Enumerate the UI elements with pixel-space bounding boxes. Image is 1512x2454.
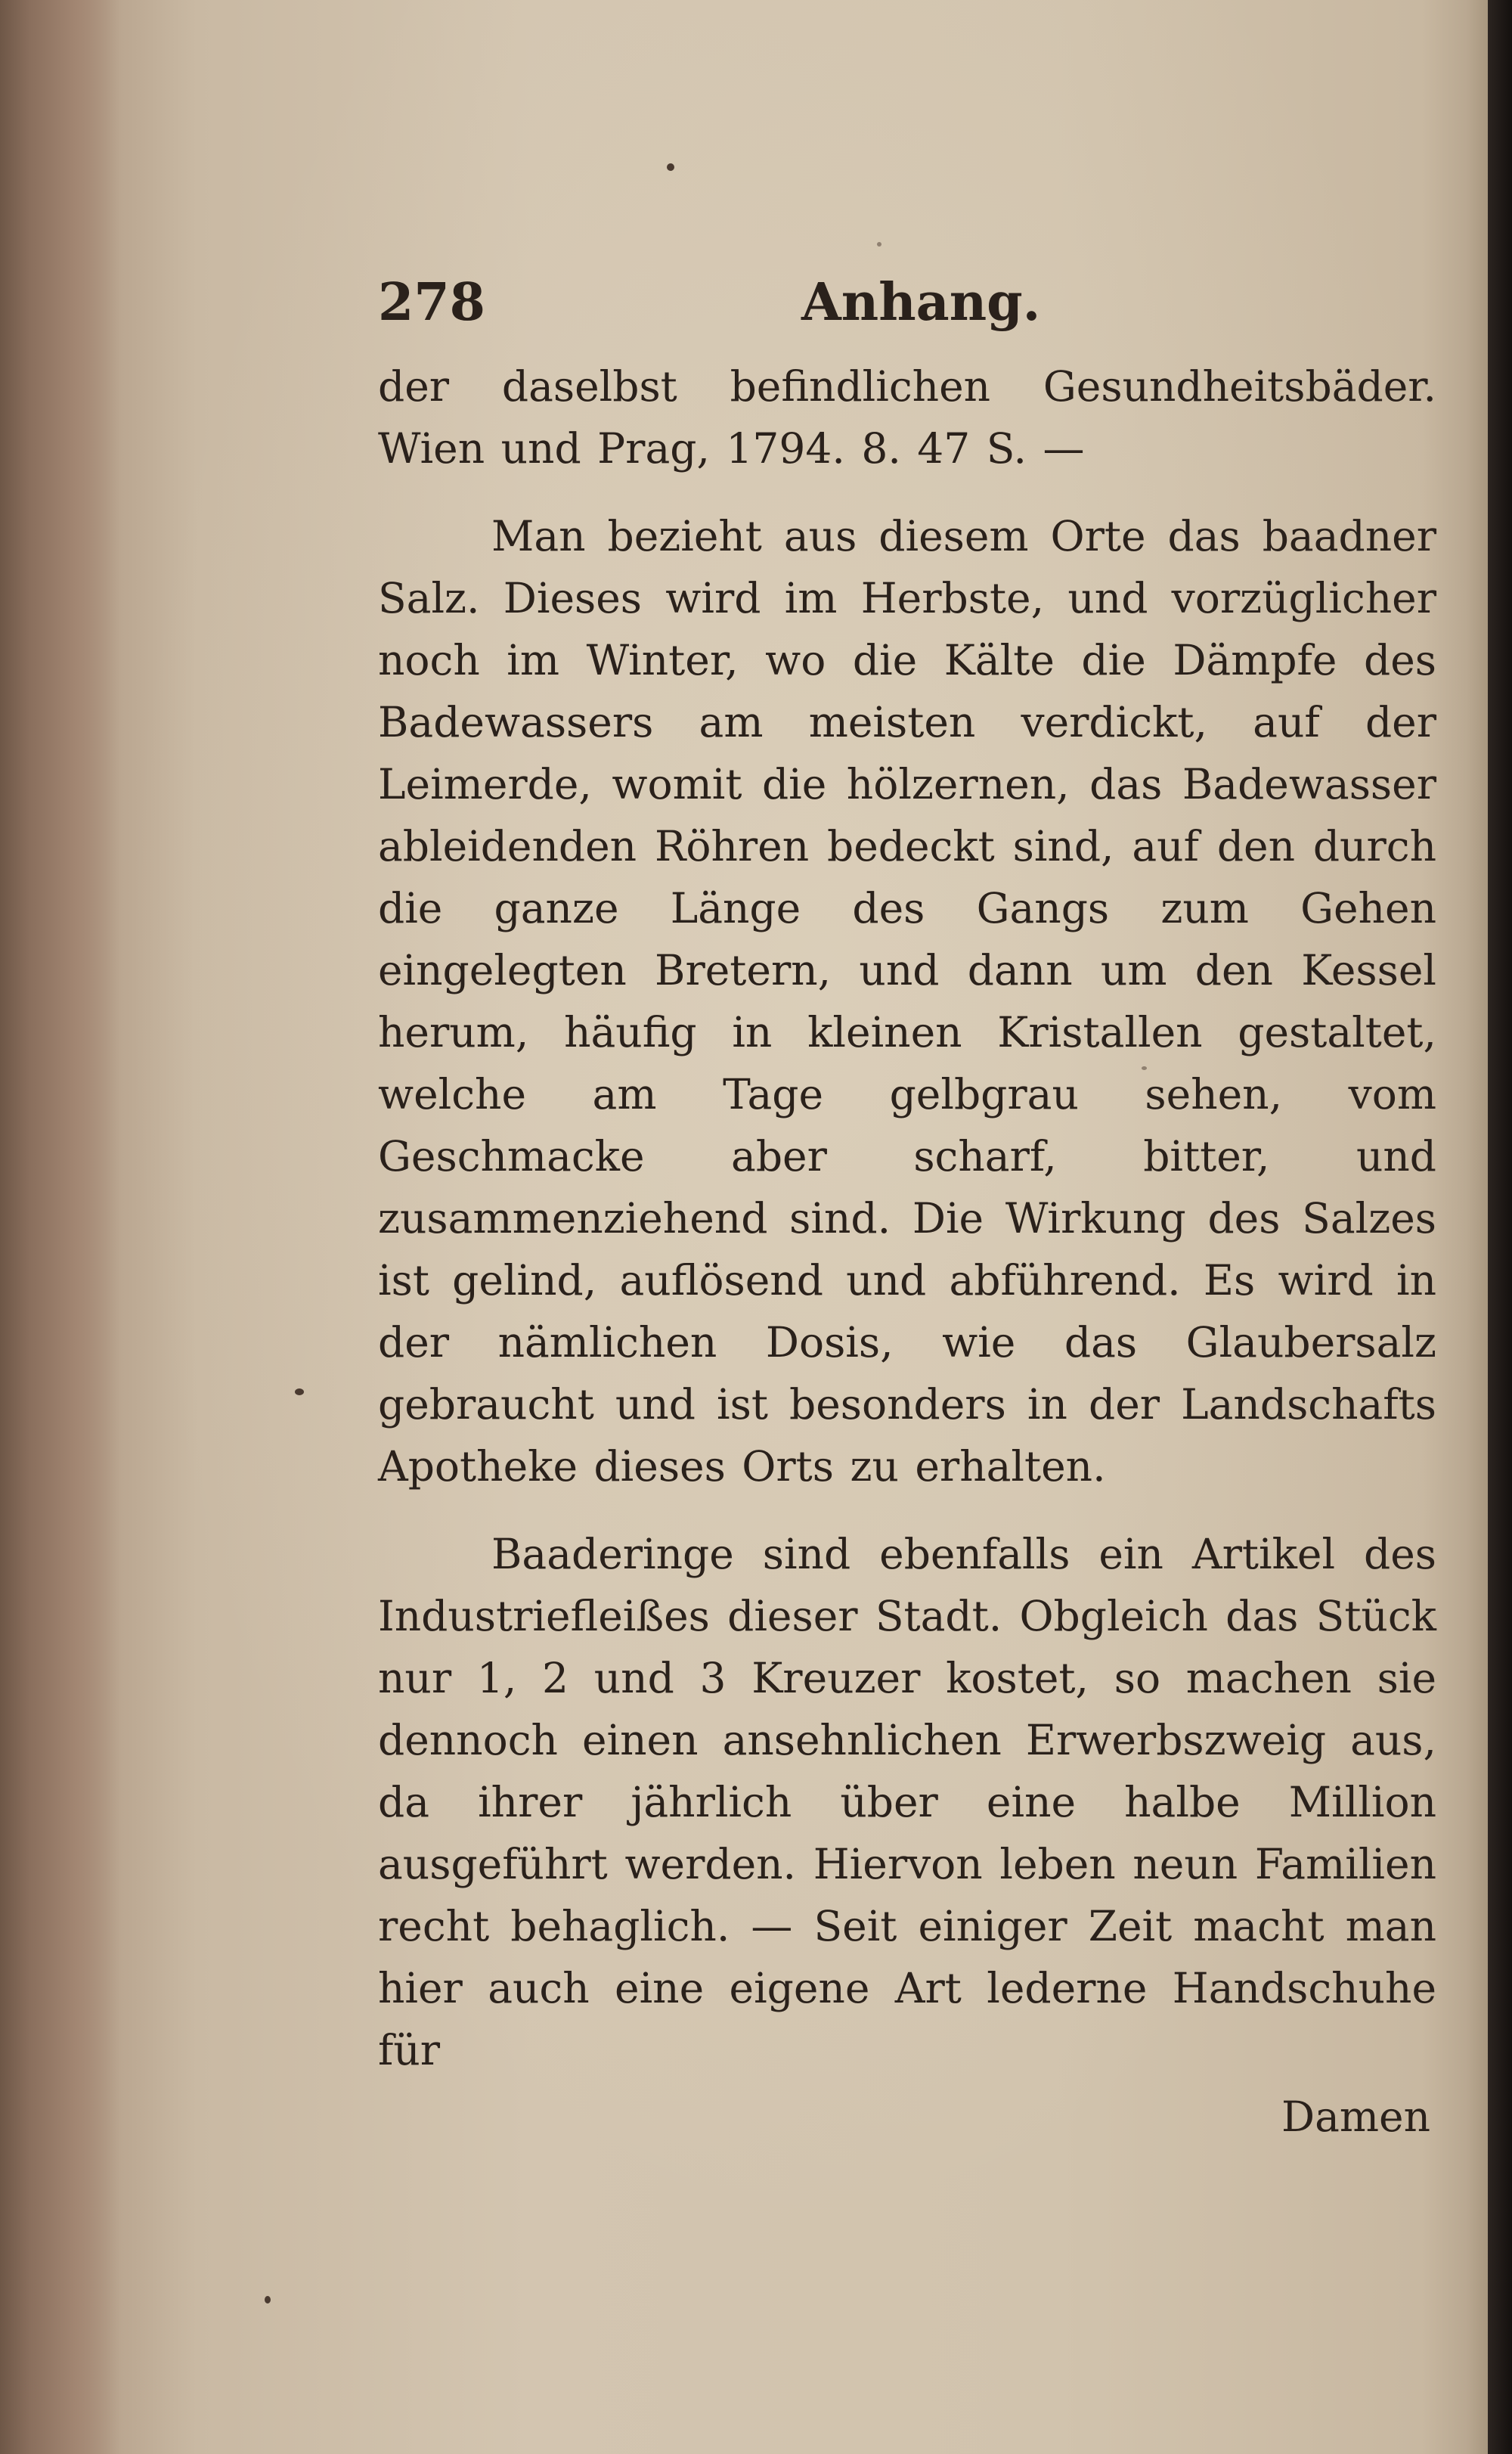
page-edge-shadow: [1488, 0, 1512, 2454]
binding-spine: [0, 0, 121, 2454]
page-number: 278: [378, 272, 485, 333]
text-block: [378, 272, 1436, 2148]
running-title: Anhang.: [801, 272, 1041, 333]
catchword: Damen: [1281, 2093, 1430, 2141]
ink-speck: [265, 2296, 271, 2304]
ink-speck: [877, 242, 881, 247]
ink-speck: [295, 1388, 304, 1395]
paragraph-baadner-salz: Man bezieht aus diesem Orte das baadner Salz. Dieses wird im Herbste, und vorzüglicher noch im Winter, wo die Kälte die Dämpfe des Badewassers am meisten verdickt, auf der Leimerde, womit die hölzernen, das Badewasser ableidenden Röhren bedeckt sind, auf den durch die ganze Länge des Gangs zum Gehen eingelegten Bretern, und dann um den Kessel herum, häufig in kleinen Kristallen gestaltet, welche am Tage gelbgrau sehen, vom Geschmacke aber scharf, bitter, und zusammenziehend sind. Die Wirkung des Salzes ist gelind, auflösend und abführend. Es wird in der nämlichen Dosis, wie das Glaubersalz gebraucht und ist besonders in der Landschafts Apotheke dieses Orts zu erhalten.: [378, 512, 1436, 1491]
ink-speck: [667, 163, 674, 171]
paragraph-continuation: der daselbst befindlichen Gesundheitsbäder. Wien und Prag, 1794. 8. 47 S. —: [378, 362, 1436, 473]
running-head: [378, 272, 1436, 355]
paragraph-baaderinge: Baaderinge sind ebenfalls ein Artikel des Industriefleißes dieser Stadt. Obgleich das Stück nur 1, 2 und 3 Kreuzer kostet, so machen sie dennoch einen ansehnlichen Erwerbszweig aus, da ihrer jährlich über eine halbe Million ausgeführt werden. Hiervon leben neun Familien recht behaglich. — Seit einiger Zeit macht man hier auch eine eigene Art lederne Handschuhe für: [378, 1530, 1436, 2074]
